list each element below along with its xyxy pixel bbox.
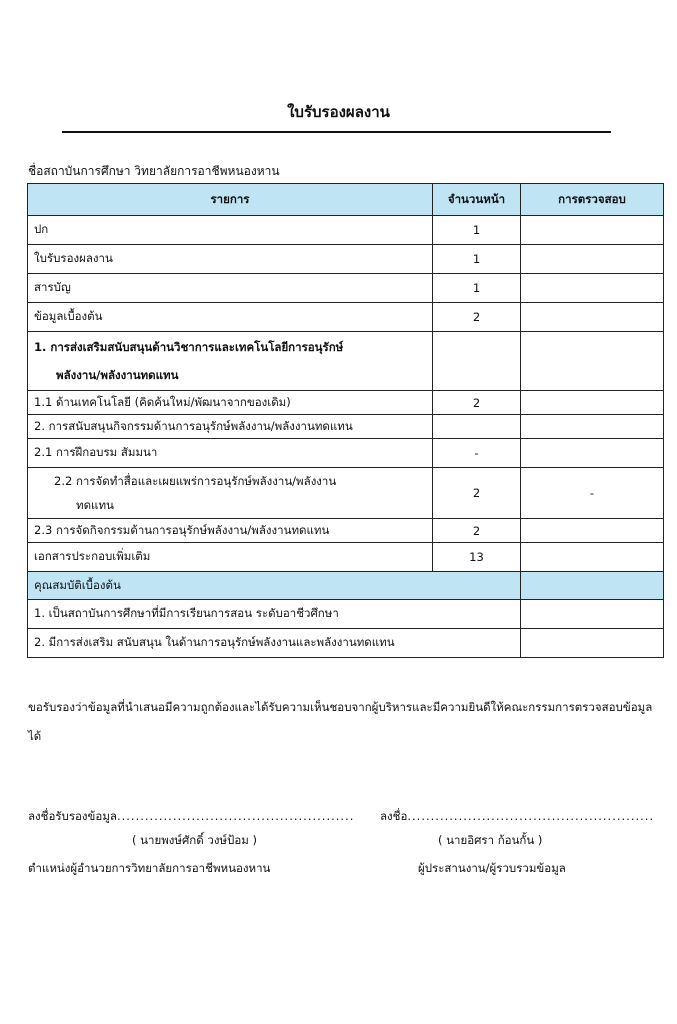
section1-line1: 1. การส่งเสริมสนับสนุนด้านวิชาการและเทคโนโลยีการอนุรักษ์ xyxy=(34,340,344,354)
right-signature-label: ลงชื่อ xyxy=(380,809,408,823)
row-item-line1: 2.2 การจัดทำสื่อและเผยแพร่การอนุรักษ์พลังงาน/พลังงาน xyxy=(54,474,337,488)
certification-text: ขอรับรองว่าข้อมูลที่นำเสนอมีความถูกต้องและได้รับความเห็นชอบจากผู้บริหารและมีความยินดีให้คณะกรรมการตรวจสอบข้อมูลได้ xyxy=(28,700,653,743)
page-title: ใบรับรองผลงาน xyxy=(287,103,390,121)
left-signer-name: ( นายพงษ์ศักดิ์ วงษ์ป้อม ) xyxy=(132,833,257,847)
header-pages: จำนวนหน้า xyxy=(433,184,521,216)
row-item: 2.1 การฝึกอบรม สัมมนา xyxy=(28,439,433,468)
row-item: สารบัญ xyxy=(28,274,433,303)
table-header-row xyxy=(28,184,664,216)
right-signature-line xyxy=(380,808,654,826)
institution-line: ชื่อสถาบันการศึกษา วิทยาลัยการอาชีพหนองหาน xyxy=(28,164,280,178)
left-signature-dots: ................................................... xyxy=(116,809,355,823)
qualification-item: 2. มีการส่งเสริม สนับสนุน ในด้านการอนุรักษ์พลังงานและพลังงานทดแทน xyxy=(28,629,521,658)
row-check xyxy=(521,391,664,415)
row-pages: 2 xyxy=(433,468,521,519)
left-signer-position: ตำแหน่งผู้อำนวยการวิทยาลัยการอาชีพหนองหาน xyxy=(28,861,271,875)
row-pages xyxy=(433,332,521,391)
qualification-item: 1. เป็นสถาบันการศึกษาที่มีการเรียนการสอน ระดับอาชีวศึกษา xyxy=(28,600,521,629)
table-row xyxy=(28,391,664,415)
row-check xyxy=(521,629,664,658)
row-check xyxy=(521,600,664,629)
row-pages: 1 xyxy=(433,274,521,303)
section1-heading xyxy=(28,332,433,391)
table-row xyxy=(28,600,664,629)
row-pages: 1 xyxy=(433,216,521,245)
table-row xyxy=(28,274,664,303)
row-item-line2: ทดแทน xyxy=(76,498,114,512)
section1-line2: พลังงาน/พลังงานทดแทน xyxy=(56,368,179,382)
qualifications-header-row xyxy=(28,572,664,600)
row-check xyxy=(521,274,664,303)
row-check xyxy=(521,332,664,391)
table-row xyxy=(28,245,664,274)
table-row xyxy=(28,543,664,572)
left-signature-label: ลงชื่อรับรองข้อมูล xyxy=(28,809,117,823)
table-row xyxy=(28,439,664,468)
row-pages: 2 xyxy=(433,391,521,415)
row-pages xyxy=(433,415,521,439)
row-item: ใบรับรองผลงาน xyxy=(28,245,433,274)
row-pages: 2 xyxy=(433,303,521,332)
qualifications-heading: คุณสมบัติเบื้องต้น xyxy=(28,572,521,600)
row-check xyxy=(521,303,664,332)
row-pages: 2 xyxy=(433,519,521,543)
right-signature-dots: ..................................................... xyxy=(407,809,655,823)
right-signer-position: ผู้ประสานงาน/ผู้รวบรวมข้อมูล xyxy=(418,861,566,875)
section2-heading: 2. การสนับสนุนกิจกรรมด้านการอนุรักษ์พลังงาน/พลังงานทดแทน xyxy=(28,415,433,439)
row-pages: 13 xyxy=(433,543,521,572)
row-check xyxy=(521,519,664,543)
row-pages: - xyxy=(433,439,521,468)
row-check xyxy=(521,439,664,468)
row-check xyxy=(521,543,664,572)
section1-row xyxy=(28,332,664,391)
row-check: - xyxy=(521,468,664,519)
qualifications-header-blank xyxy=(521,572,664,600)
row-item: 1.1 ด้านเทคโนโลยี (คิดค้นใหม่/พัฒนาจากของเดิม) xyxy=(28,391,433,415)
row-pages: 1 xyxy=(433,245,521,274)
row-check xyxy=(521,216,664,245)
items-table xyxy=(27,183,664,658)
row-check xyxy=(521,245,664,274)
row-item xyxy=(28,468,433,519)
section2-row xyxy=(28,415,664,439)
header-check: การตรวจสอบ xyxy=(521,184,664,216)
left-signature-line xyxy=(28,808,354,826)
row-item: 2.3 การจัดกิจกรรมด้านการอนุรักษ์พลังงาน/พลังงานทดแทน xyxy=(28,519,433,543)
title-underline xyxy=(62,131,611,133)
row-item: ปก xyxy=(28,216,433,245)
row-item: เอกสารประกอบเพิ่มเติม xyxy=(28,543,433,572)
row-check xyxy=(521,415,664,439)
table-row xyxy=(28,216,664,245)
table-row xyxy=(28,468,664,519)
table-row xyxy=(28,303,664,332)
header-item: รายการ xyxy=(28,184,433,216)
table-row xyxy=(28,519,664,543)
table-row xyxy=(28,629,664,658)
row-item: ข้อมูลเบื้องต้น xyxy=(28,303,433,332)
right-signer-name: ( นายอิศรา ก้อนกั้น ) xyxy=(438,833,543,847)
